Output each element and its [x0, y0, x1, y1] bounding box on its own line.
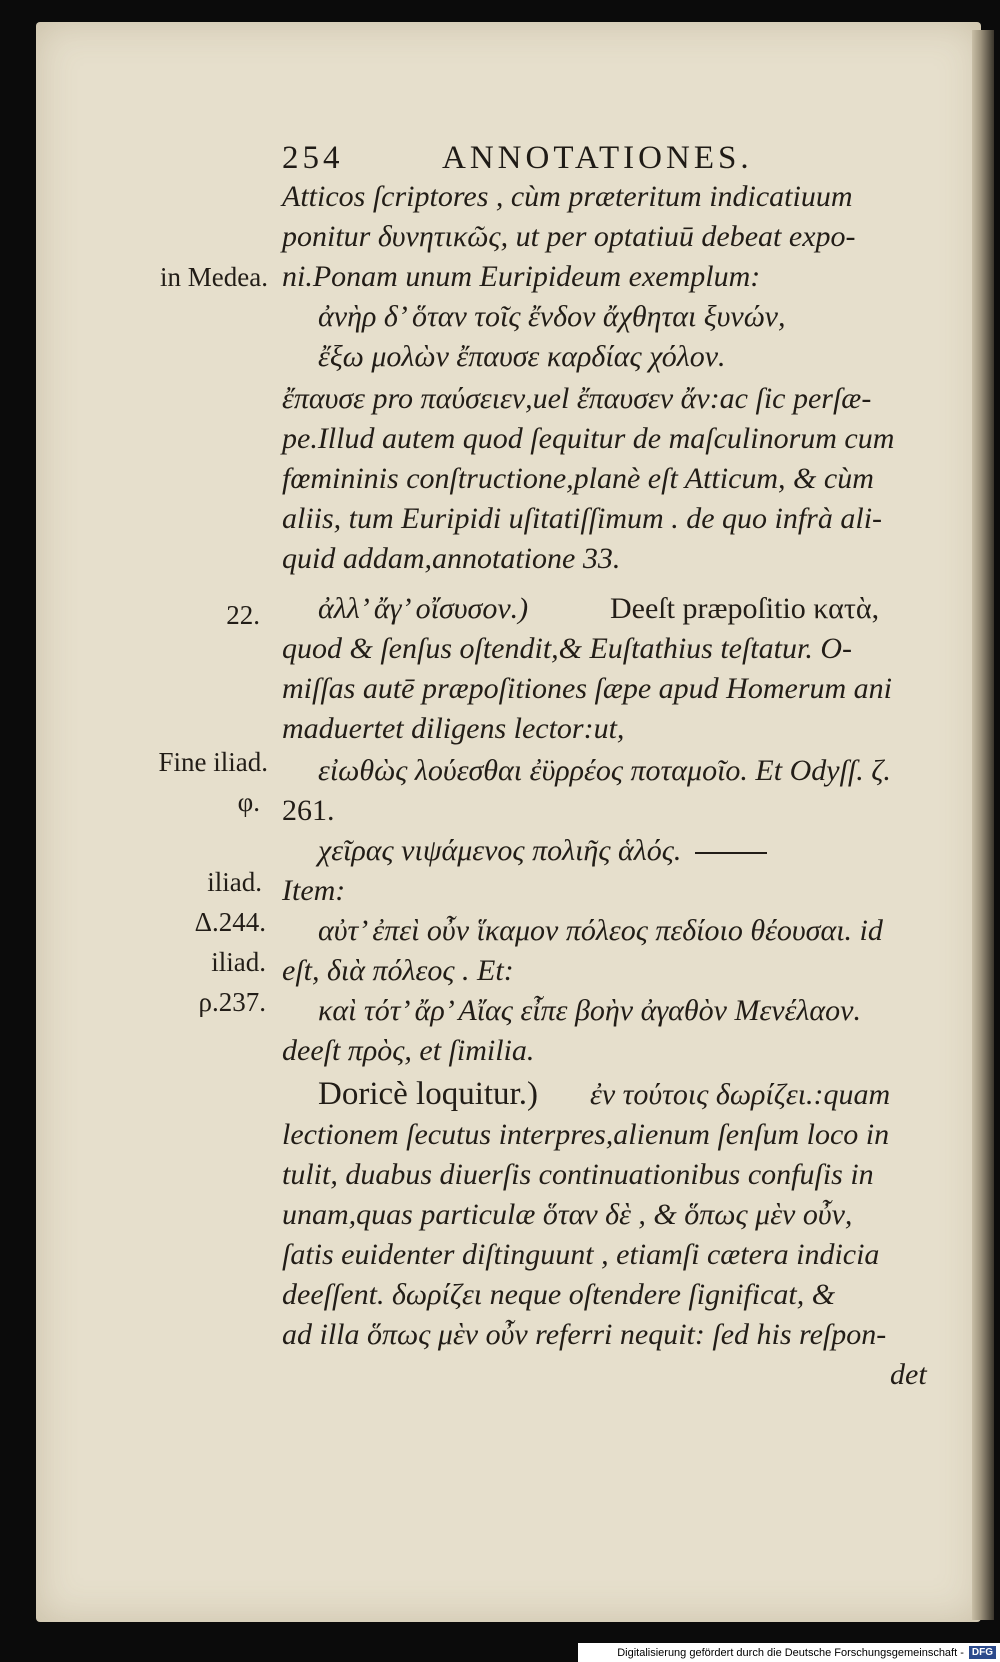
text-line: miſſas autē præpoſitiones ſæpe apud Homerum ani	[282, 672, 892, 705]
text-line: fœmininis conſtructione,planè eſt Atticum, & cùm	[282, 462, 874, 495]
margin-note-medea: in Medea.	[160, 262, 268, 292]
text-line: pe.Illud autem quod ſequitur de maſculinorum cum	[282, 422, 895, 455]
text-line: ad illa ὅπως μὲν οὖν referri nequit: ſed his reſpon-	[282, 1318, 887, 1351]
text-line: quid addam,annotatione 33.	[282, 542, 621, 575]
credit-text: Digitalisierung gefördert durch die Deutsche Forschungsgemeinschaft -	[617, 1646, 964, 1659]
margin-note-iliad-1: iliad.	[207, 867, 262, 897]
greek-quote: καὶ τότ’ ἄρ’ Αἴας εἶπε βοὴν ἀγαθὸν Μενέλαον.	[318, 994, 861, 1027]
lemma-doric: Doricè loquitur.)	[318, 1076, 538, 1112]
catchword: det	[890, 1358, 927, 1391]
page-edge	[972, 30, 994, 1620]
digitization-credit	[578, 1643, 1000, 1662]
running-header	[282, 140, 942, 180]
text-line: lectionem ſecutus interpres,alienum ſenſum loco in	[282, 1118, 890, 1151]
text-line: tulit, duabus diuerſis continuationibus confuſis in	[282, 1158, 874, 1191]
lemma-greek: ἀλλ’ ἄγ’ οἴσυσον.)	[318, 592, 529, 625]
margin-note-phi: φ.	[237, 787, 260, 817]
text-line: ſatis euidenter diſtinguunt , etiamſi cætera indicia	[282, 1238, 880, 1271]
text-line: 261.	[282, 794, 335, 827]
text-line: aliis, tum Euripidi uſitatiſſimum . de quo infrà ali-	[282, 502, 883, 535]
greek-quote: αὐτ’ ἐπεὶ οὖν ἵκαμον πόλεος πεδίοιο θέουσαι. id	[318, 914, 883, 947]
greek-lemma: ἐν τούτοις δωρίζει.:quam	[590, 1078, 891, 1111]
greek-quote	[318, 834, 767, 868]
text-line: unam,quas particulæ ὅταν δὲ , & ὅπως μὲν οὖν,	[282, 1198, 853, 1231]
lemma-text: Deeſt præpoſitio κατὰ,	[610, 592, 880, 625]
text-line: Item:	[282, 874, 346, 907]
text-line: Atticos ſcriptores , cùm præteritum indicatiuum	[282, 180, 853, 213]
dash-rule	[695, 852, 767, 854]
greek-quote-text: χεῖρας νιψάμενος πολιῆς ἁλός.	[318, 834, 682, 867]
margin-note-rho: ρ.237.	[198, 987, 266, 1017]
greek-quote: εἰωθὼς λούεσθαι ἐϋρρέος ποταμοῖο. Et Odyſſ. ζ.	[318, 754, 891, 787]
text-line: ponitur δυνητικῶς, ut per optatiuū debeat expo-	[282, 220, 856, 253]
text-line: eſt, διὰ πόλεος . Et:	[282, 954, 514, 987]
margin-note-fine-iliad: Fine iliad.	[158, 747, 268, 777]
greek-verse: ἀνὴρ δ’ ὅταν τοῖς ἔνδον ἄχθηται ξυνών,	[318, 300, 786, 333]
margin-note-iliad-2: iliad.	[211, 947, 266, 977]
text-line: ἔπαυσε pro παύσειεν,uel ἔπαυσεν ἄν:ac ſic perſæ-	[282, 382, 872, 415]
running-title: ANNOTATIONES.	[442, 140, 753, 176]
text-line: ni.Ponam unum Euripideum exemplum:	[282, 260, 761, 293]
dfg-logo: DFG	[969, 1646, 996, 1659]
margin-note-delta: Δ.244.	[194, 907, 266, 937]
text-line: deeſſent. δωρίζει neque oſtendere ſignificat, &	[282, 1278, 836, 1311]
page-number: 254	[282, 140, 344, 176]
greek-verse: ἔξω μολὼν ἔπαυσε καρδίας χόλον.	[318, 340, 726, 373]
text-line: quod & ſenſus oſtendit,& Euſtathius teſtatur. O-	[282, 632, 852, 665]
text-line: deeſt πρὸς, et ſimilia.	[282, 1034, 535, 1067]
text-line: maduertet diligens lector:ut,	[282, 712, 625, 745]
margin-note-22: 22.	[226, 600, 260, 630]
